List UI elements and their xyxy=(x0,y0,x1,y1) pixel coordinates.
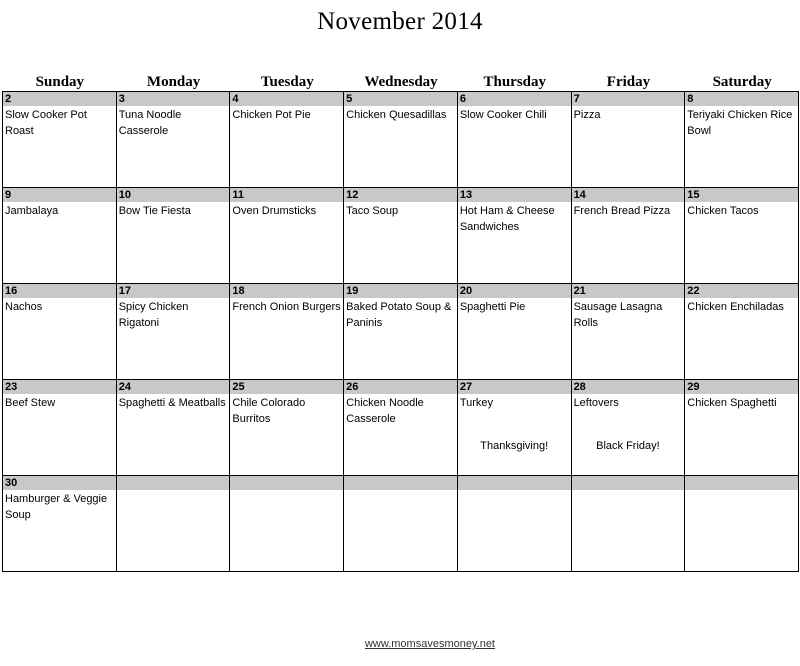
meal-text: Sausage Lasagna Rolls xyxy=(573,301,663,329)
day-number: 14 xyxy=(572,188,685,202)
calendar-day-cell xyxy=(685,380,799,476)
calendar-day-cell xyxy=(685,476,799,572)
calendar-day-cell xyxy=(685,92,799,188)
meal-text: Pizza xyxy=(573,109,601,121)
calendar-day-cell xyxy=(572,284,686,380)
weekday-monday: Monday xyxy=(146,74,201,90)
day-number: 17 xyxy=(117,284,230,298)
meal-text: Slow Cooker Pot Roast xyxy=(5,109,87,137)
calendar-day-cell xyxy=(344,284,458,380)
meal-text: Hamburger & Veggie Soup xyxy=(5,493,108,521)
meal-text: Chicken Pot Pie xyxy=(232,109,311,121)
calendar-day-cell xyxy=(230,476,344,572)
meal-text: French Onion Burgers xyxy=(232,301,341,313)
calendar-day-cell xyxy=(3,476,117,572)
day-number: 2 xyxy=(3,92,116,106)
meal-text: French Bread Pizza xyxy=(573,205,671,217)
day-number: 29 xyxy=(685,380,798,394)
day-number: 3 xyxy=(117,92,230,106)
calendar-day-cell xyxy=(458,380,572,476)
weekday-thursday: Thursday xyxy=(483,74,546,90)
calendar-day-cell xyxy=(572,188,686,284)
meal-text: Bow Tie Fiesta xyxy=(118,205,191,217)
weekday-sunday: Sunday xyxy=(35,74,85,90)
calendar-day-cell xyxy=(117,92,231,188)
calendar-day-cell xyxy=(3,284,117,380)
weekday-friday: Friday xyxy=(606,74,651,90)
calendar-day-cell xyxy=(572,380,686,476)
meal-text: Oven Drumsticks xyxy=(232,205,317,217)
calendar-day-cell xyxy=(685,284,799,380)
day-number: 11 xyxy=(230,188,343,202)
day-number: 8 xyxy=(685,92,798,106)
meal-text: Leftovers xyxy=(573,397,619,409)
day-number xyxy=(117,476,230,490)
calendar-grid xyxy=(2,91,799,572)
calendar xyxy=(2,73,799,571)
day-number: 9 xyxy=(3,188,116,202)
day-number: 4 xyxy=(230,92,343,106)
day-number xyxy=(685,476,798,490)
calendar-day-cell xyxy=(230,284,344,380)
meal-text: Chicken Tacos xyxy=(687,205,759,217)
calendar-title: November 2014 xyxy=(317,8,483,35)
meal-text: Beef Stew xyxy=(5,397,56,409)
meal-text: Jambalaya xyxy=(5,205,59,217)
calendar-day-cell xyxy=(230,188,344,284)
day-number: 18 xyxy=(230,284,343,298)
meal-text: Chicken Quesadillas xyxy=(346,109,447,121)
calendar-day-cell xyxy=(458,188,572,284)
footer-url[interactable]: www.momsavesmoney.net xyxy=(364,638,495,650)
calendar-day-cell xyxy=(3,92,117,188)
day-number: 25 xyxy=(230,380,343,394)
calendar-day-cell xyxy=(230,92,344,188)
calendar-day-cell xyxy=(117,284,231,380)
meal-text: Spicy Chicken Rigatoni xyxy=(118,301,189,329)
calendar-day-cell xyxy=(3,188,117,284)
meal-text: Nachos xyxy=(5,301,43,313)
meal-text: Teriyaki Chicken Rice Bowl xyxy=(687,109,793,137)
day-number: 30 xyxy=(3,476,116,490)
calendar-day-cell xyxy=(572,92,686,188)
calendar-day-cell xyxy=(572,476,686,572)
day-number: 26 xyxy=(344,380,457,394)
weekday-saturday: Saturday xyxy=(712,74,772,90)
day-number: 23 xyxy=(3,380,116,394)
day-number: 16 xyxy=(3,284,116,298)
day-number: 22 xyxy=(685,284,798,298)
meal-text: Hot Ham & Cheese Sandwiches xyxy=(459,205,555,233)
calendar-day-cell xyxy=(3,380,117,476)
meal-text: Baked Potato Soup & Paninis xyxy=(346,301,452,329)
calendar-day-cell xyxy=(117,188,231,284)
day-number: 13 xyxy=(458,188,571,202)
day-number: 5 xyxy=(344,92,457,106)
day-number xyxy=(572,476,685,490)
meal-text: Chile Colorado Burritos xyxy=(232,397,306,425)
weekday-header-row xyxy=(2,73,799,91)
meal-text: Spaghetti Pie xyxy=(459,301,526,313)
calendar-day-cell xyxy=(117,476,231,572)
day-number xyxy=(230,476,343,490)
calendar-day-cell xyxy=(458,92,572,188)
calendar-day-cell xyxy=(458,284,572,380)
day-number: 6 xyxy=(458,92,571,106)
weekday-tuesday: Tuesday xyxy=(260,74,314,90)
day-number: 27 xyxy=(458,380,571,394)
day-number: 10 xyxy=(117,188,230,202)
meal-text: Chicken Noodle Casserole xyxy=(346,397,424,425)
calendar-day-cell xyxy=(344,380,458,476)
meal-text: Tuna Noodle Casserole xyxy=(118,109,182,137)
calendar-day-cell xyxy=(458,476,572,572)
day-number: 12 xyxy=(344,188,457,202)
meal-text: Spaghetti & Meatballs xyxy=(118,397,226,409)
calendar-day-cell xyxy=(117,380,231,476)
day-number: 20 xyxy=(458,284,571,298)
day-number: 15 xyxy=(685,188,798,202)
calendar-day-cell xyxy=(685,188,799,284)
weekday-wednesday: Wednesday xyxy=(364,74,438,90)
day-number xyxy=(458,476,571,490)
day-number: 21 xyxy=(572,284,685,298)
meal-text: Taco Soup xyxy=(346,205,399,217)
calendar-day-cell xyxy=(344,476,458,572)
holiday-note: Thanksgiving! xyxy=(480,440,549,452)
day-number: 24 xyxy=(117,380,230,394)
meal-text: Turkey xyxy=(459,397,494,409)
day-number xyxy=(344,476,457,490)
meal-text: Slow Cooker Chili xyxy=(459,109,547,121)
meal-text: Chicken Enchiladas xyxy=(687,301,784,313)
meal-text: Chicken Spaghetti xyxy=(687,397,777,409)
calendar-day-cell xyxy=(344,92,458,188)
holiday-note: Black Friday! xyxy=(596,440,660,452)
day-number: 28 xyxy=(572,380,685,394)
day-number: 19 xyxy=(344,284,457,298)
calendar-day-cell xyxy=(344,188,458,284)
calendar-day-cell xyxy=(230,380,344,476)
day-number: 7 xyxy=(572,92,685,106)
